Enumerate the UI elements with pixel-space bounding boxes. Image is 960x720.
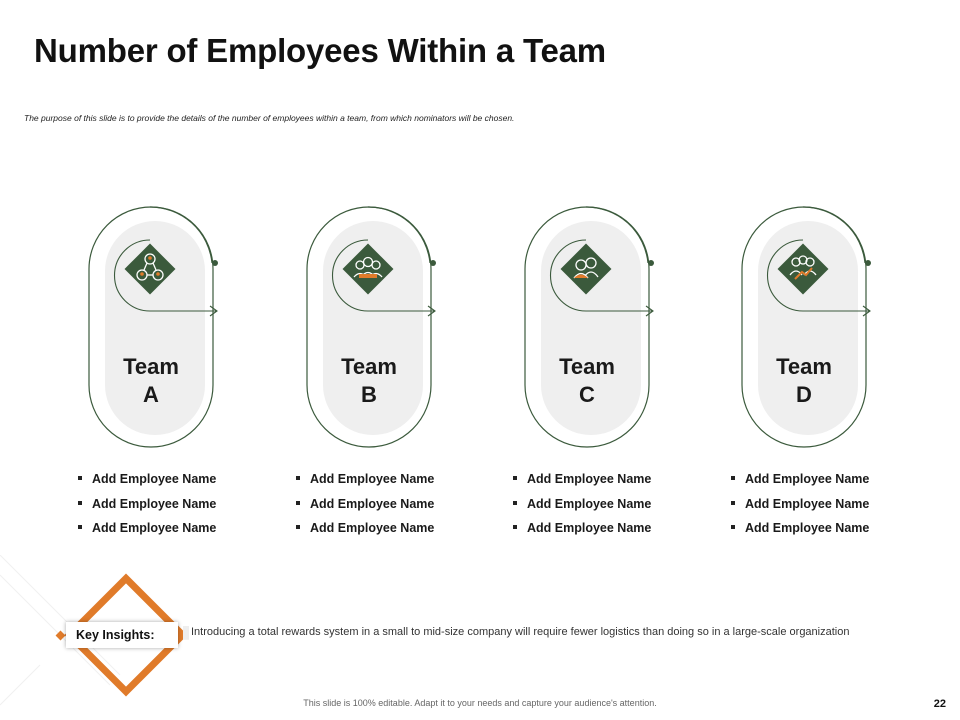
list-item: Add Employee Name [292, 519, 482, 544]
page-number: 22 [933, 698, 946, 710]
key-insights-text: Introducing a total rewards system in a small to mid-size company will require fewer logistics than doing so in a large-scale organization [183, 626, 889, 640]
employee-list-c [509, 470, 699, 544]
team-name [306, 353, 432, 409]
team-card-c [524, 205, 664, 450]
list-item: Add Employee Name [292, 495, 482, 520]
team-card-b [306, 205, 446, 450]
employee-list-a [74, 470, 264, 544]
team-icon [775, 241, 831, 297]
team-name-letter: C [579, 382, 595, 407]
team-name-line1: Team [341, 354, 397, 379]
team-icon [122, 241, 178, 297]
list-item: Add Employee Name [727, 470, 917, 495]
team-name-line1: Team [559, 354, 615, 379]
team-name-letter: A [143, 382, 159, 407]
group-users-icon [340, 241, 396, 297]
team-name-line1: Team [123, 354, 179, 379]
list-item: Add Employee Name [509, 470, 699, 495]
two-users-icon [558, 241, 614, 297]
list-item: Add Employee Name [509, 519, 699, 544]
network-users-icon [122, 241, 178, 297]
team-name [524, 353, 650, 409]
list-item: Add Employee Name [292, 470, 482, 495]
team-icon [558, 241, 614, 297]
team-name [741, 353, 867, 409]
slide-subtitle: The purpose of this slide is to provide the details of the number of employees within a team, from which nominators will be chosen. [24, 113, 515, 123]
list-item: Add Employee Name [509, 495, 699, 520]
list-item: Add Employee Name [727, 495, 917, 520]
team-name-letter: B [361, 382, 377, 407]
team-icon [340, 241, 396, 297]
employee-list-d [727, 470, 917, 544]
team-card-a [88, 205, 228, 450]
key-insights-label: Key Insights: [66, 622, 178, 648]
list-item: Add Employee Name [727, 519, 917, 544]
slide-title: Number of Employees Within a Team [34, 32, 606, 69]
team-name-line1: Team [776, 354, 832, 379]
list-item: Add Employee Name [74, 470, 264, 495]
team-name [88, 353, 214, 409]
footer-note: This slide is 100% editable. Adapt it to your needs and capture your audience's attention. [303, 698, 657, 708]
employee-list-b [292, 470, 482, 544]
team-card-d [741, 205, 881, 450]
list-item: Add Employee Name [74, 519, 264, 544]
list-item: Add Employee Name [74, 495, 264, 520]
team-growth-icon [775, 241, 831, 297]
team-name-letter: D [796, 382, 812, 407]
